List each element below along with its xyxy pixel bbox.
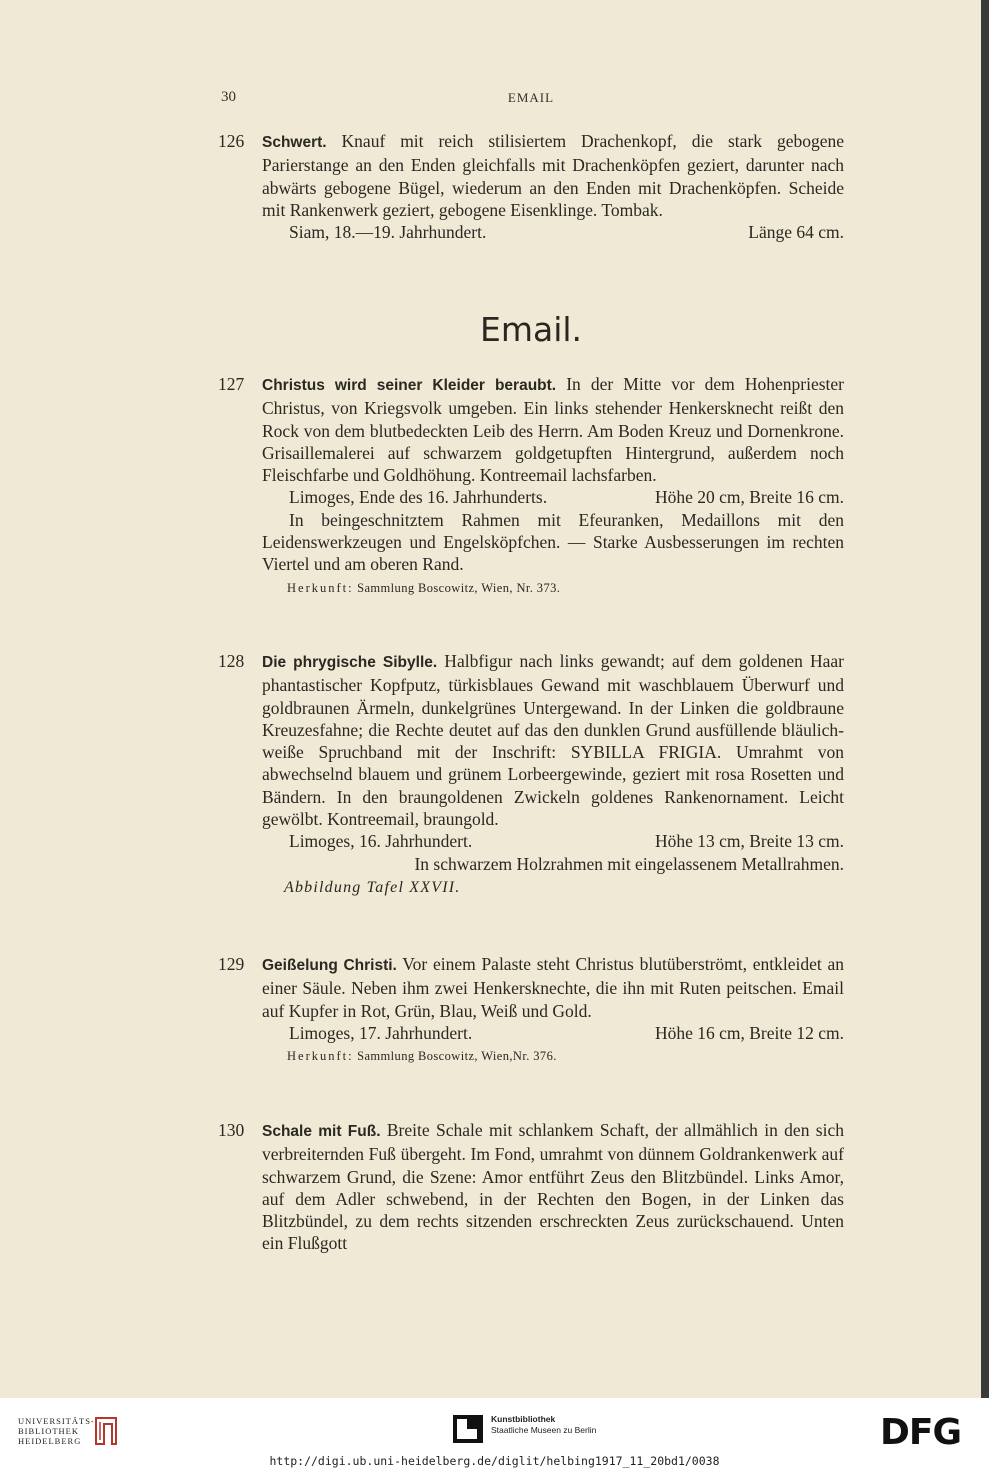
entry-title: Christus wird seiner Kleider beraubt. — [262, 377, 557, 394]
entry-description — [262, 650, 844, 830]
source-url[interactable]: http://digi.ub.uni-heidelberg.de/diglit/helbing1917_11_20bd1/0038 — [269, 1454, 720, 1468]
provenance-label: Herkunft: — [287, 1049, 354, 1064]
entry-origin: Limoges, 17. Jahrhundert. — [289, 1022, 473, 1043]
dfg-logo: DFG — [880, 1412, 962, 1453]
footer-bar — [0, 1398, 989, 1471]
entry-origin: Limoges, Ende des 16. Jahrhunderts. — [289, 487, 548, 508]
entry-dimensions: Länge 64 cm. — [748, 222, 844, 243]
entry-number: 129 — [218, 954, 245, 974]
entry-description — [262, 953, 844, 1022]
entry-illustration-ref: Abbildung Tafel XXVII. — [284, 878, 461, 896]
catalog-entry-129 — [218, 953, 844, 1067]
entry-title: Geißelung Christi. — [262, 957, 397, 974]
kunstbibliothek-logo-icon — [453, 1415, 483, 1443]
entry-provenance — [262, 1045, 844, 1067]
provenance-text: Sammlung Boscowitz, Wien,Nr. 376. — [353, 1049, 557, 1064]
entry-title: Die phrygische Sibylle. — [262, 654, 438, 671]
catalog-entry-128 — [218, 650, 844, 899]
entry-description — [262, 130, 844, 221]
entry-meta — [262, 830, 844, 852]
entry-number: 130 — [218, 1120, 245, 1140]
entry-dimensions: Höhe 16 cm, Breite 12 cm. — [654, 1022, 844, 1043]
entry-number: 127 — [218, 374, 245, 394]
entry-meta — [262, 486, 844, 508]
entry-number: 128 — [218, 651, 245, 671]
entry-text: Knauf mit reich stilisiertem Drachenkopf, die stark gebogene Parierstange an den Enden gleichfalls mit Drachenköpfen geziert, darunter nach abwärts gebogene Bügel, wiederum an den Enden mit Drachenköpfen. Scheide mit Rankenwerk geziert, gebogene Eisenklinge. Tombak. — [262, 131, 844, 220]
section-title: Email. — [479, 310, 583, 349]
scan-edge — [981, 0, 989, 1398]
entry-meta — [262, 221, 844, 243]
running-title: EMAIL — [507, 90, 555, 105]
entry-dimensions: Höhe 20 cm, Breite 16 cm. — [654, 487, 844, 508]
entry-text: Breite Schale mit schlankem Schaft, der allmählich in den sich verbreiternden Fuß übergeht. Im Fond, umrahmt von dünnem Goldrankenwerk auf schwarzem Grund, die Szene: Amor entführt Zeus den Blitzbündel. Links Amor, auf dem Adler schwebend, in der Rechten den Bogen, in der Linken das Blitzbündel, zu dem rechts sitzenden erschreckten Zeus zurückschauend. Unten ein Flußgott — [262, 1120, 844, 1254]
provenance-label: Herkunft: — [287, 580, 354, 595]
entry-provenance — [262, 577, 844, 599]
entry-text: In der Mitte vor dem Hohenpriester Christus, von Kriegsvolk umgeben. Ein links stehender Henkersknecht reißt den Rock von dem blutbedeckten Leib des Herrn. Am Boden Kreuz und Dornenkrone. Grisaillemalerei auf schwarzem goldgetupften Hintergrund, außerdem noch Fleischfarbe und Goldhöhung. Kontreemail lachsfarben. — [262, 374, 844, 486]
kb-name: Kunstbibliothek — [491, 1414, 556, 1424]
entry-text: Halbfigur nach links gewandt; auf dem goldenen Haar phantastischer Kopfputz, türkisblaues Gewand mit waschblauem Überwurf und goldbraunen Ärmeln, dunkelgrünes Untergewand. In der Linken die goldbraune Kreuzesfahne; die Rechte deutet auf das den dunklen Grund ausfüllende bläulich-weiße Spruchband mit der Inschrift: SYBILLA FRIGIA. Umrahmt von abwechselnd blauem und grünem Lorbeergewinde, geziert mit rosa Rosetten und Bändern. In den braungoldenen Zwickeln goldenes Rankenornament. Leicht gewölbt. Kontreemail, braungold. — [262, 651, 844, 830]
entry-note: In beingeschnitztem Rahmen mit Efeuranken, Medaillons mit den Leidenswerkzeugen und Engelsköpfchen. — Starke Ausbesserungen im rechten Viertel und am oberen Rand. — [262, 509, 844, 575]
university-library-logo: UNIVERSITÄTS- BIBLIOTHEK HEIDELBERG — [18, 1416, 95, 1446]
entry-origin: Limoges, 16. Jahrhundert. — [289, 831, 473, 852]
catalog-entry-126 — [218, 130, 844, 243]
kunstbibliothek-text — [491, 1414, 596, 1436]
catalog-entry-130 — [218, 1119, 844, 1255]
entry-description — [262, 373, 844, 486]
page-number: 30 — [221, 89, 236, 105]
entry-number: 126 — [218, 131, 245, 151]
entry-description — [262, 1119, 844, 1255]
entry-origin: Siam, 18.—19. Jahrhundert. — [289, 222, 487, 243]
entry-dimensions: Höhe 13 cm, Breite 13 cm. — [654, 831, 844, 852]
catalog-entry-127 — [218, 373, 844, 599]
entry-title: Schale mit Fuß. — [262, 1123, 381, 1140]
running-header — [221, 89, 841, 111]
university-logo-mark-icon — [92, 1414, 120, 1448]
entry-meta — [262, 1022, 844, 1044]
entry-note: In schwarzem Holzrahmen mit eingelassenem Metallrahmen. — [414, 853, 844, 874]
kb-sub: Staatliche Museen zu Berlin — [491, 1425, 597, 1435]
entry-text: Vor einem Palaste steht Christus blutüberströmt, entkleidet an einer Säule. Neben ihm zwei Henkersknechte, die ihn mit Ruten peitschen. Email auf Kupfer in Rot, Grün, Blau, Weiß und Gold. — [262, 954, 844, 1021]
entry-title: Schwert. — [262, 134, 327, 151]
provenance-text: Sammlung Boscowitz, Wien, Nr. 373. — [353, 580, 561, 595]
